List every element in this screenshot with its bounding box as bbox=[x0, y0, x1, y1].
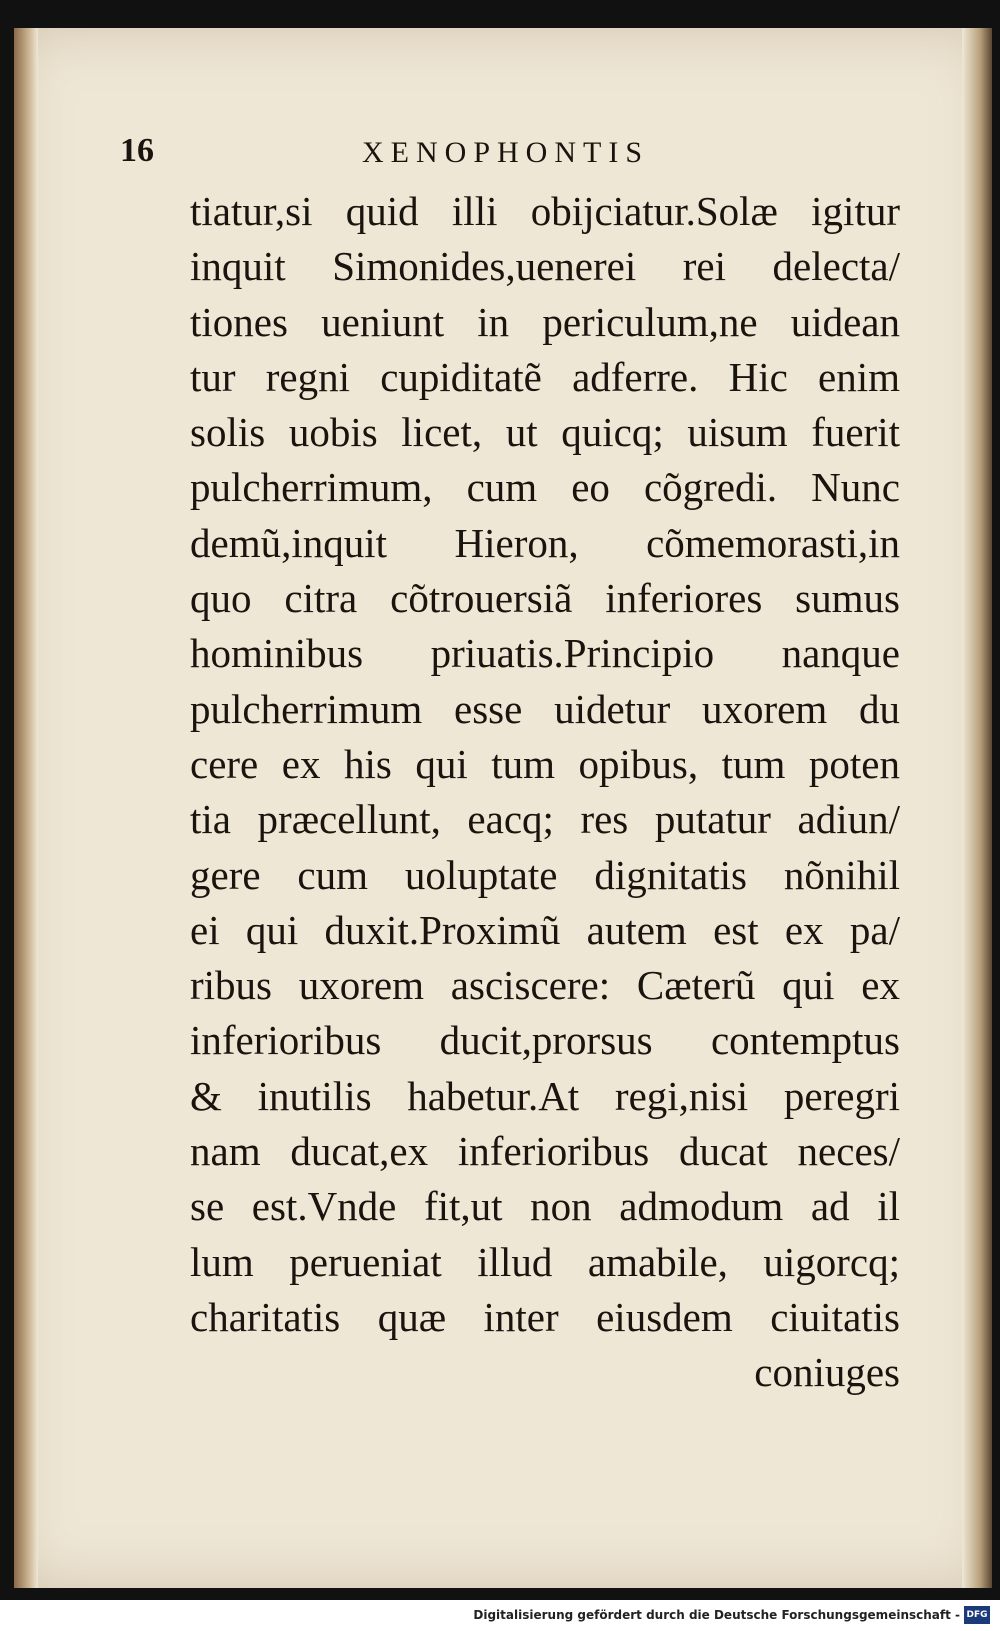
text-line: demũ,inquit Hieron, cõmemorasti,in bbox=[190, 519, 900, 566]
text-block bbox=[190, 184, 900, 1401]
text-line: charitatis quæ inter eiusdem ciuitatis bbox=[190, 1293, 900, 1340]
digitization-credit: Digitalisierung gefördert durch die Deutsche Forschungsgemeinschaft - bbox=[473, 1608, 960, 1622]
footer-bar bbox=[0, 1600, 1000, 1631]
text-line: pulcherrimum, cum eo cõgredi. Nunc bbox=[190, 464, 900, 511]
text-line: inquit Simonides,uenerei rei delecta/ bbox=[190, 243, 900, 290]
text-line: tiones ueniunt in periculum,ne uidean bbox=[190, 298, 900, 345]
text-line: ribus uxorem asciscere: Cæterũ qui ex bbox=[190, 962, 900, 1009]
text-line: gere cum uoluptate dignitatis nõnihil bbox=[190, 851, 900, 898]
text-line: tia præcellunt, eacq; res putatur adiun/ bbox=[190, 796, 900, 843]
text-line: solis uobis licet, ut quicq; uisum fuerit bbox=[190, 409, 900, 456]
page-header bbox=[120, 132, 920, 182]
text-line: pulcherrimum esse uidetur uxorem du bbox=[190, 685, 900, 732]
text-line: tur regni cupiditatẽ adferre. Hic enim bbox=[190, 353, 900, 400]
page-number: 16 bbox=[120, 132, 154, 169]
text-line: & inutilis habetur.At regi,nisi peregri bbox=[190, 1072, 900, 1119]
text-line: lum perueniat illud amabile, uigorcq; bbox=[190, 1238, 900, 1285]
text-line: se est.Vnde fit,ut non admodum ad il bbox=[190, 1183, 900, 1230]
text-line: inferioribus ducit,prorsus contemptus bbox=[190, 1017, 900, 1064]
running-head: XENOPHONTIS bbox=[362, 136, 649, 169]
dfg-logo-icon: DFG bbox=[964, 1606, 990, 1624]
text-line: tiatur,si quid illi obijciatur.Solæ igitur bbox=[190, 188, 900, 234]
text-line: quo citra cõtrouersiã inferiores sumus bbox=[190, 575, 900, 622]
catchword: coniuges bbox=[754, 1349, 900, 1396]
page-edge-right bbox=[962, 28, 992, 1588]
text-line: nam ducat,ex inferioribus ducat neces/ bbox=[190, 1128, 900, 1175]
text-line: hominibus priuatis.Principio nanque bbox=[190, 630, 900, 677]
page-edge-left bbox=[14, 28, 38, 1588]
text-line: ei qui duxit.Proximũ autem est ex pa/ bbox=[190, 906, 900, 953]
text-line: cere ex his qui tum opibus, tum poten bbox=[190, 740, 900, 787]
